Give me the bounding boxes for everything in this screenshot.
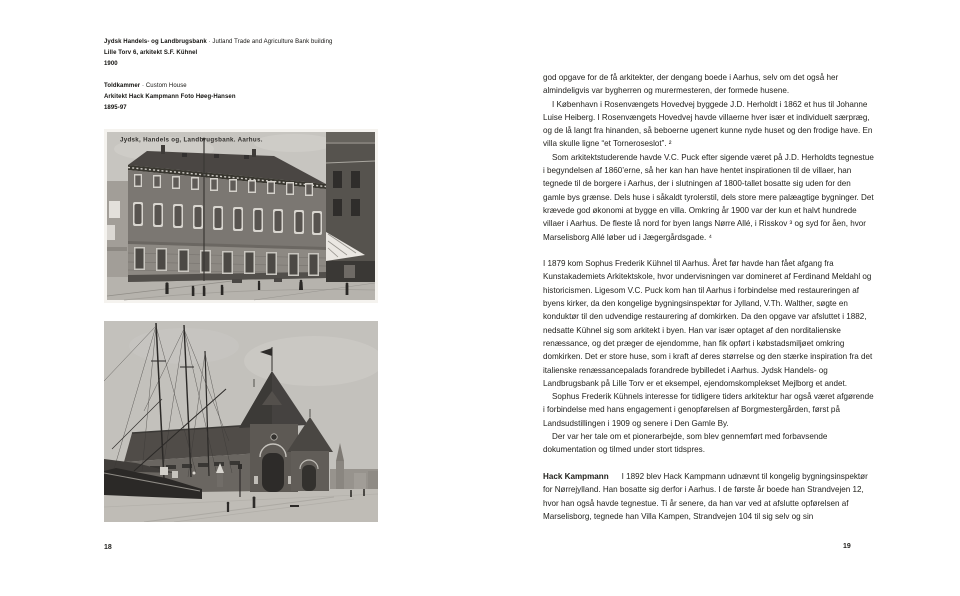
- paragraph-4: I 1879 kom Sophus Frederik Kühnel til Aarhus. Året før havde han fået afgang fra Kunstakademiets Arkitektskole, hvor undervisningen var domineret af Ferdinand Meldahl og historicismen. Ligesom V.C. Puck kom han til Aarhus i forbindelse med restaureringen af byens kirker, da den kongelige bygningsinspektør for Jylland, V.Th. Walther, søgte en konduktør til den udvendige restaurering af domkirken. Da den opgave var afsluttet i 1882, nedsatte Kühnel sig som arkitekt i byen. Han var især optaget af den norditalienske renæssance, og det præger de ejendomme, han fik opført i købstadsmiljøet omkring domkirken. Det er store huse, som i kraft af deres størrelse og den stærke inspiration fra det italienske renæssancepalads forandrede bybilledet i Aarhus. Jydsk Handels- og Landbrugsbank på Lille Torv er et eksempel, ejendomskomplekset Mejlborg et andet.: [543, 259, 873, 388]
- caption-bank-address: Lille Torv 6, arkitekt S.F. Kühnel: [104, 50, 198, 56]
- paragraph-kampmann: [543, 470, 875, 523]
- bank-photo-image: [104, 129, 378, 303]
- paragraph-2: I København i Rosenvængets Hovedvej byggede J.D. Herholdt i 1862 et hus til Johanne Luise Heiberg. I Rosenvængets Hovedvej havde villaerne hver især et individuelt særpræg, og de lå langt fra hinanden, så beboerne ugenert kunne nyde huset og den frodige have. En villa skulle ligne “et Torneroseslot”. ²: [543, 99, 873, 149]
- caption-bank-year: 1900: [104, 61, 118, 67]
- page-number-left: 18: [104, 544, 112, 551]
- body-text-column: [543, 71, 875, 523]
- customs-house-photo: [104, 321, 378, 522]
- paragraph-3: Som arkitektstuderende havde V.C. Puck efter sigende været på J.D. Herholdts tegnestue i begyndelsen af 1860’erne, så her kan han have hentet inspirationen til de villaer, han tegnede til de borgere i Aarhus, der i slutningen af 1800-tallet bosatte sig uden for den gamle bys grænse. Dels huse i såkaldt tyrolerstil, dels store mere palæagtige bygninger. Det krævede god økonomi at bygge en villa. Omkring år 1900 var der kun et halvt hundrede villaer i Aarhus. De fleste lå nord for byen langs Nørre Allé, i Risskov ³ og syd for åen, hvor Marselisborg Allé løber ud i Jægergårdsgade. ⁴: [543, 152, 874, 242]
- caption-customs-title: [104, 81, 332, 92]
- photo-captions: [104, 37, 332, 114]
- caption-bank-title-danish: Jydsk Handels- og Landbrugsbank: [104, 39, 207, 45]
- caption-bank-title-english: · Jutland Trade and Agriculture Bank building: [206, 39, 333, 45]
- caption-customs-title-english: · Custom House: [140, 83, 187, 89]
- section-heading-kampmann: Hack Kampmann: [543, 471, 609, 481]
- paragraph-1: god opgave for de få arkitekter, der dengang boede i Aarhus, selv om det også her almindeligvis var bygherren og murermesteren, der formede husene.: [543, 73, 839, 96]
- customs-photo-image: [104, 321, 378, 522]
- paragraph-kampmann-text: I 1892 blev Hack Kampmann udnævnt til kongelig bygningsinspektør for Nørrejylland. Han bosatte sig derfor i Aarhus. I de første år boede han Strandvejen 12, hvor han også havde tegnestue. Ti år senere, da han var ved at afslutte opførelsen af Marselisborg, tegnede han Villa Kampen, Strandvejen 104 til sig selv og sin: [543, 471, 868, 521]
- caption-custom-house: [104, 81, 332, 114]
- caption-customs-year: 1895-97: [104, 105, 127, 111]
- paragraph-5: Sophus Frederik Kühnels interesse for tidligere tiders arkitektur har også været afgørende i forbindelse med hans engagement i genopførelsen af Borgmestergården, først på Landsudstillingen i 1909 og senere i Den Gamle By.: [543, 392, 874, 428]
- page-number-right: 19: [843, 543, 851, 550]
- caption-customs-architect: Arkitekt Hack Kampmann Foto Høeg-Hansen: [104, 94, 236, 100]
- paragraph-6: Der var her tale om et pionerarbejde, som blev gennemført med forbavsende dokumentation og tilmed under stort tidspres.: [543, 432, 828, 455]
- postcard-title-text: Jydsk, Handels og, Landbrugsbank. Aarhus.: [120, 136, 263, 144]
- caption-bank-building: [104, 37, 332, 70]
- caption-customs-title-danish: Toldkammer: [104, 83, 141, 89]
- bank-photo: [104, 129, 378, 303]
- caption-bank-title: [104, 37, 332, 48]
- neighbour-building: [326, 132, 375, 282]
- distant-buildings: [107, 181, 130, 283]
